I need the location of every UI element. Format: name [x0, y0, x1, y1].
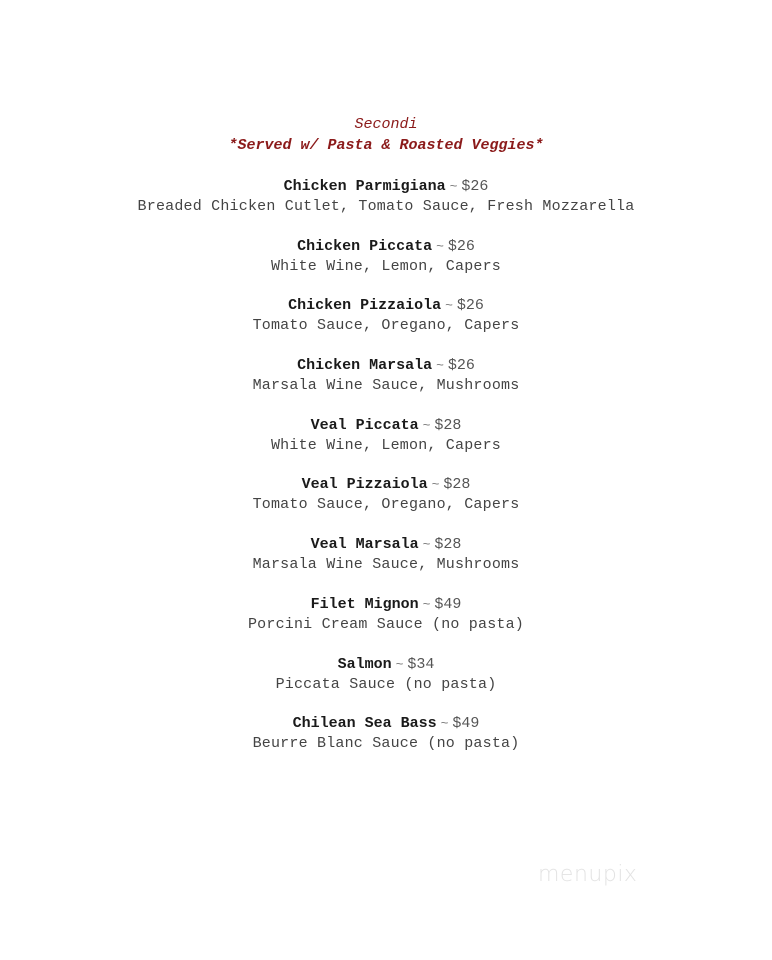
- menu-item: [0, 177, 772, 237]
- item-price: $34: [407, 655, 435, 673]
- item-name: Chicken Pizzaiola: [288, 297, 442, 315]
- menu-item: [0, 356, 772, 416]
- watermark-logo: menupix: [538, 862, 638, 887]
- item-description: Marsala Wine Sauce, Mushrooms: [252, 377, 520, 395]
- item-description: Porcini Cream Sauce (no pasta): [247, 615, 525, 633]
- item-description: Breaded Chicken Cutlet, Tomato Sauce, Fresh Mozzarella: [137, 198, 635, 215]
- item-price: $26: [447, 237, 475, 255]
- item-price: $28: [434, 416, 462, 434]
- menu-item: [0, 296, 772, 356]
- item-price: $26: [447, 357, 475, 375]
- section-title: Secondi: [354, 116, 418, 133]
- item-price: $28: [434, 536, 462, 554]
- menu-item: [0, 237, 772, 297]
- item-price: $49: [434, 595, 462, 613]
- menu-list: [0, 177, 772, 774]
- item-separator: ~: [422, 537, 431, 553]
- item-description: Tomato Sauce, Oregano, Capers: [252, 317, 520, 335]
- menu-item: [0, 475, 772, 535]
- item-name: Chicken Marsala: [297, 357, 433, 375]
- item-separator: ~: [431, 477, 440, 493]
- item-name: Veal Marsala: [310, 536, 419, 554]
- item-name: Chicken Piccata: [297, 237, 433, 255]
- menu-item: [0, 714, 772, 774]
- item-separator: ~: [422, 596, 431, 612]
- item-name: Veal Piccata: [310, 416, 419, 434]
- item-separator: ~: [436, 358, 444, 374]
- item-price: $28: [443, 476, 471, 494]
- item-separator: ~: [436, 238, 444, 254]
- menu-item: [0, 416, 772, 476]
- item-name: Salmon: [337, 655, 392, 673]
- item-separator: ~: [395, 656, 404, 672]
- item-name: Veal Pizzaiola: [301, 476, 428, 494]
- menu-item: [0, 595, 772, 655]
- item-separator: ~: [422, 417, 431, 433]
- item-separator: ~: [445, 298, 453, 314]
- item-description: White Wine, Lemon, Capers: [270, 257, 502, 275]
- item-description: Piccata Sauce (no pasta): [275, 675, 497, 693]
- item-name: Chilean Sea Bass: [292, 715, 437, 733]
- menu-item: [0, 655, 772, 715]
- section-subtitle: *Served w/ Pasta & Roasted Veggies*: [228, 137, 544, 154]
- item-description: White Wine, Lemon, Capers: [270, 436, 502, 454]
- item-description: Marsala Wine Sauce, Mushrooms: [252, 556, 520, 574]
- item-price: $26: [456, 297, 484, 315]
- item-name: Filet Mignon: [310, 595, 419, 613]
- menu-item: [0, 535, 772, 595]
- item-description: Tomato Sauce, Oregano, Capers: [252, 496, 520, 514]
- section-header: [0, 114, 772, 156]
- item-separator: ~: [440, 716, 449, 732]
- item-separator: ~: [449, 179, 458, 194]
- item-name: Chicken Parmigiana: [283, 178, 446, 195]
- item-price: $26: [461, 178, 489, 195]
- item-price: $49: [452, 715, 480, 733]
- item-description: Beurre Blanc Sauce (no pasta): [252, 735, 520, 753]
